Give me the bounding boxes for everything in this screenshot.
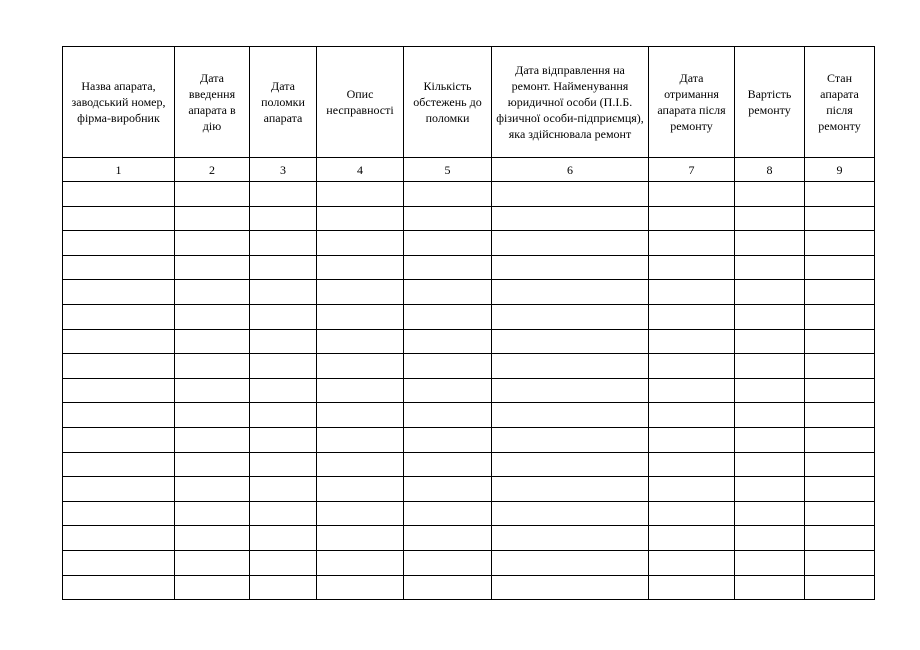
- table-cell: [175, 526, 250, 551]
- table-cell: [805, 329, 875, 354]
- table-cell: [735, 231, 805, 256]
- table-cell: [175, 231, 250, 256]
- table-cell: [63, 182, 175, 207]
- table-cell: [805, 526, 875, 551]
- table-cell: [649, 255, 735, 280]
- table-cell: [492, 526, 649, 551]
- table-cell: [735, 206, 805, 231]
- table-cell: [649, 329, 735, 354]
- table-row: [63, 280, 875, 305]
- table-row: [63, 575, 875, 600]
- table-cell: [317, 255, 404, 280]
- table-cell: [404, 182, 492, 207]
- table-cell: [175, 329, 250, 354]
- table-cell: [63, 403, 175, 428]
- table-row: [63, 378, 875, 403]
- column-number: 5: [404, 158, 492, 182]
- table-cell: [735, 575, 805, 600]
- table-cell: [492, 378, 649, 403]
- table-row: [63, 304, 875, 329]
- table-row: [63, 452, 875, 477]
- table-cell: [805, 427, 875, 452]
- table-cell: [175, 550, 250, 575]
- table-cell: [492, 501, 649, 526]
- table-cell: [317, 354, 404, 379]
- table-cell: [404, 477, 492, 502]
- header-cell-exam-count: Кількість обстежень до поломки: [404, 47, 492, 158]
- table-cell: [175, 280, 250, 305]
- header-cell-name-serial-manufacturer: Назва апарата, заводський номер, фірма-виробник: [63, 47, 175, 158]
- table-cell: [805, 575, 875, 600]
- table-cell: [175, 575, 250, 600]
- table-cell: [735, 452, 805, 477]
- table-cell: [805, 231, 875, 256]
- table-cell: [250, 354, 317, 379]
- table-cell: [317, 501, 404, 526]
- table-cell: [649, 526, 735, 551]
- table-cell: [649, 182, 735, 207]
- table-cell: [175, 206, 250, 231]
- table-cell: [649, 550, 735, 575]
- table-row: [63, 354, 875, 379]
- header-cell-post-repair-state: Стан апарата після ремонту: [805, 47, 875, 158]
- column-number: 6: [492, 158, 649, 182]
- table-cell: [63, 280, 175, 305]
- table-cell: [175, 427, 250, 452]
- table-cell: [805, 501, 875, 526]
- table-cell: [317, 329, 404, 354]
- table-cell: [404, 255, 492, 280]
- table-cell: [649, 354, 735, 379]
- table-cell: [735, 427, 805, 452]
- table-cell: [250, 427, 317, 452]
- header-cell-breakdown-date: Дата поломки апарата: [250, 47, 317, 158]
- table-cell: [175, 477, 250, 502]
- table-cell: [492, 477, 649, 502]
- table-cell: [250, 477, 317, 502]
- table-cell: [250, 280, 317, 305]
- table-cell: [317, 526, 404, 551]
- table-cell: [63, 526, 175, 551]
- table-cell: [735, 255, 805, 280]
- table-cell: [492, 452, 649, 477]
- column-number: 1: [63, 158, 175, 182]
- column-number: 7: [649, 158, 735, 182]
- table-cell: [649, 501, 735, 526]
- table-cell: [735, 182, 805, 207]
- table-body: [63, 158, 875, 600]
- table-cell: [492, 427, 649, 452]
- table-cell: [649, 378, 735, 403]
- table-row: [63, 403, 875, 428]
- column-number: 2: [175, 158, 250, 182]
- table-cell: [805, 477, 875, 502]
- table-row: [63, 550, 875, 575]
- table-cell: [63, 255, 175, 280]
- table-cell: [63, 206, 175, 231]
- table-cell: [649, 452, 735, 477]
- table-cell: [805, 550, 875, 575]
- table-cell: [175, 304, 250, 329]
- column-number-row: [63, 158, 875, 182]
- table-cell: [735, 526, 805, 551]
- table-cell: [805, 403, 875, 428]
- table-cell: [805, 206, 875, 231]
- table-cell: [492, 354, 649, 379]
- table-cell: [175, 501, 250, 526]
- table-cell: [250, 231, 317, 256]
- table-cell: [404, 403, 492, 428]
- table-cell: [404, 526, 492, 551]
- table-cell: [250, 550, 317, 575]
- header-cell-commissioning-date: Дата введення апарата в дію: [175, 47, 250, 158]
- table-cell: [250, 526, 317, 551]
- table-cell: [63, 501, 175, 526]
- table-cell: [404, 575, 492, 600]
- table-cell: [805, 182, 875, 207]
- table-cell: [805, 354, 875, 379]
- table-cell: [317, 182, 404, 207]
- table-cell: [250, 378, 317, 403]
- table-row: [63, 206, 875, 231]
- table-cell: [250, 452, 317, 477]
- table-cell: [492, 575, 649, 600]
- table-cell: [735, 550, 805, 575]
- table-cell: [317, 427, 404, 452]
- table-cell: [649, 575, 735, 600]
- table-cell: [317, 550, 404, 575]
- table-cell: [317, 378, 404, 403]
- table-row: [63, 329, 875, 354]
- header-cell-return-date: Дата отримання апарата після ремонту: [649, 47, 735, 158]
- table-cell: [404, 452, 492, 477]
- table-cell: [317, 477, 404, 502]
- table-cell: [735, 354, 805, 379]
- table-cell: [63, 354, 175, 379]
- table-cell: [805, 452, 875, 477]
- table-cell: [404, 550, 492, 575]
- table-cell: [250, 206, 317, 231]
- table-cell: [404, 280, 492, 305]
- table-cell: [250, 501, 317, 526]
- table-cell: [735, 501, 805, 526]
- table-cell: [175, 182, 250, 207]
- table-cell: [63, 329, 175, 354]
- table-cell: [404, 501, 492, 526]
- table-cell: [63, 550, 175, 575]
- column-number: 8: [735, 158, 805, 182]
- table-cell: [492, 255, 649, 280]
- table-cell: [404, 354, 492, 379]
- table-cell: [649, 304, 735, 329]
- table-cell: [805, 280, 875, 305]
- table-cell: [492, 403, 649, 428]
- table-cell: [63, 452, 175, 477]
- table-cell: [63, 378, 175, 403]
- table-row: [63, 427, 875, 452]
- table-cell: [63, 427, 175, 452]
- header-row: [63, 47, 875, 158]
- table-cell: [63, 477, 175, 502]
- table-cell: [317, 231, 404, 256]
- table-cell: [404, 329, 492, 354]
- table-cell: [735, 378, 805, 403]
- table-cell: [649, 403, 735, 428]
- table-cell: [175, 452, 250, 477]
- table-cell: [317, 280, 404, 305]
- table-cell: [317, 403, 404, 428]
- table-cell: [317, 206, 404, 231]
- table-cell: [805, 378, 875, 403]
- header-cell-repair-dispatch: Дата відправлення на ремонт. Найменування юридичної особи (П.І.Б. фізичної особи-підприємця), яка здійснювала ремонт: [492, 47, 649, 158]
- table-cell: [492, 182, 649, 207]
- table-cell: [735, 477, 805, 502]
- table-row: [63, 501, 875, 526]
- table-cell: [250, 304, 317, 329]
- table-cell: [404, 231, 492, 256]
- table-cell: [492, 206, 649, 231]
- table-cell: [63, 231, 175, 256]
- column-number: 9: [805, 158, 875, 182]
- table-cell: [492, 550, 649, 575]
- table-cell: [175, 354, 250, 379]
- table-cell: [63, 304, 175, 329]
- table-cell: [250, 255, 317, 280]
- header-cell-fault-description: Опис несправності: [317, 47, 404, 158]
- table-cell: [404, 378, 492, 403]
- table-cell: [175, 403, 250, 428]
- table-row: [63, 477, 875, 502]
- table-cell: [317, 575, 404, 600]
- table-cell: [250, 182, 317, 207]
- table-cell: [649, 280, 735, 305]
- table-cell: [649, 427, 735, 452]
- table-cell: [492, 329, 649, 354]
- table-cell: [63, 575, 175, 600]
- table-cell: [492, 231, 649, 256]
- column-number: 4: [317, 158, 404, 182]
- table-row: [63, 182, 875, 207]
- table-cell: [805, 304, 875, 329]
- table-cell: [317, 304, 404, 329]
- table-cell: [735, 329, 805, 354]
- table-cell: [175, 255, 250, 280]
- equipment-repair-journal-table: [62, 46, 875, 600]
- table-cell: [317, 452, 404, 477]
- header-cell-repair-cost: Вартість ремонту: [735, 47, 805, 158]
- table-cell: [649, 206, 735, 231]
- table-cell: [735, 280, 805, 305]
- table-cell: [404, 427, 492, 452]
- table-cell: [492, 304, 649, 329]
- table-cell: [250, 403, 317, 428]
- table-cell: [735, 304, 805, 329]
- table-row: [63, 231, 875, 256]
- table-cell: [805, 255, 875, 280]
- table-cell: [175, 378, 250, 403]
- table-cell: [404, 304, 492, 329]
- table-cell: [649, 231, 735, 256]
- table-row: [63, 526, 875, 551]
- table-cell: [250, 329, 317, 354]
- table-cell: [735, 403, 805, 428]
- table-cell: [404, 206, 492, 231]
- table-cell: [492, 280, 649, 305]
- table-cell: [250, 575, 317, 600]
- column-number: 3: [250, 158, 317, 182]
- table-row: [63, 255, 875, 280]
- table-cell: [649, 477, 735, 502]
